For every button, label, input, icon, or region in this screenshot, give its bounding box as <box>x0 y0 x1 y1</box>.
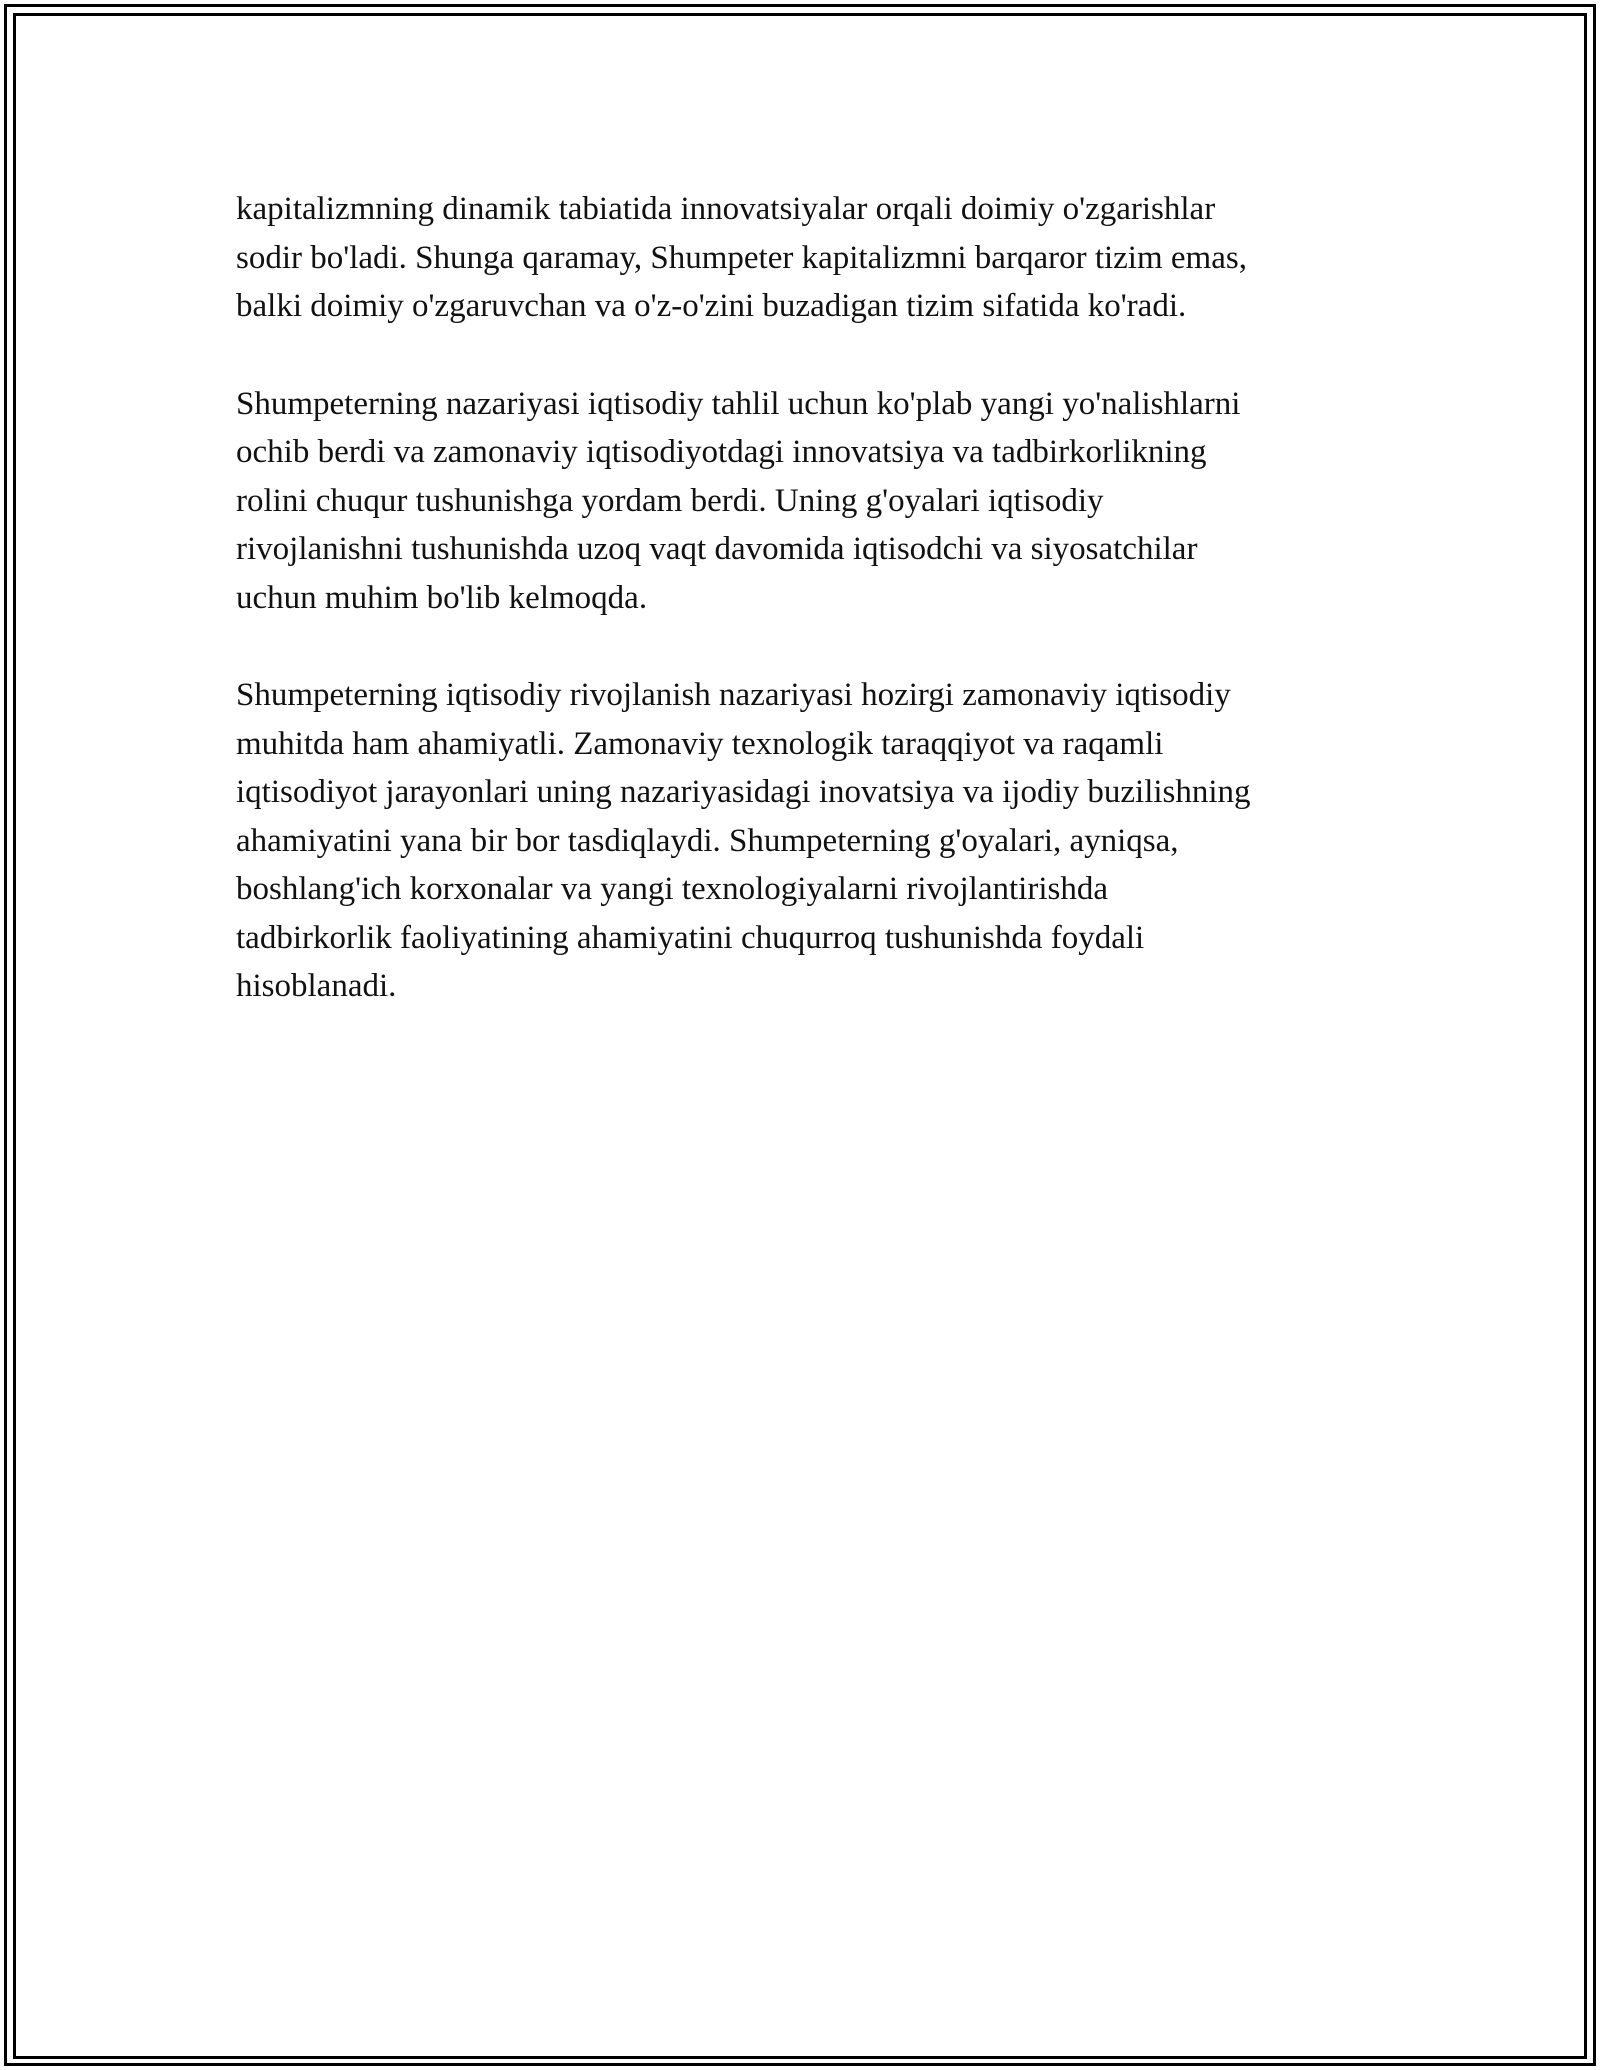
paragraph-1: kapitalizmning dinamik tabiatida innovatsiyalar orqali doimiy o'zgarishlar sodir bo'ladi. Shunga qaramay, Shumpeter kapitalizmni barqaror tizim emas, balki doimiy o'zgaruvchan va o'z-o'zini buzadigan tizim sifatida ko'radi. <box>236 191 1247 324</box>
paragraph-3: Shumpeterning iqtisodiy rivojlanish nazariyasi hozirgi zamonaviy iqtisodiy muhitda ham ahamiyatli. Zamonaviy texnologik taraqqiyot va raqamli iqtisodiyot jarayonlari uning nazariyasidagi inovatsiya va ijodiy buzilishning ahamiyatini yana bir bor tasdiqlaydi. Shumpeterning g'oyalari, ayniqsa, boshlang'ich korxonalar va yangi texnologiyalarni rivojlantirishda tadbirkorlik faoliyatining ahamiyatini chuqurroq tushunishda foydali hisoblanadi. <box>236 677 1251 1004</box>
document-body <box>236 185 1396 1060</box>
paragraph-2: Shumpeterning nazariyasi iqtisodiy tahlil uchun ko'plab yangi yo'nalishlarni ochib berdi va zamonaviy iqtisodiyotdagi innovatsiya va tadbirkorlikning rolini chuqur tushunishga yordam berdi. Uning g'oyalari iqtisodiy rivojlanishni tushunishda uzoq vaqt davomida iqtisodchi va siyosatchilar uchun muhim bo'lib kelmoqda. <box>236 385 1241 616</box>
